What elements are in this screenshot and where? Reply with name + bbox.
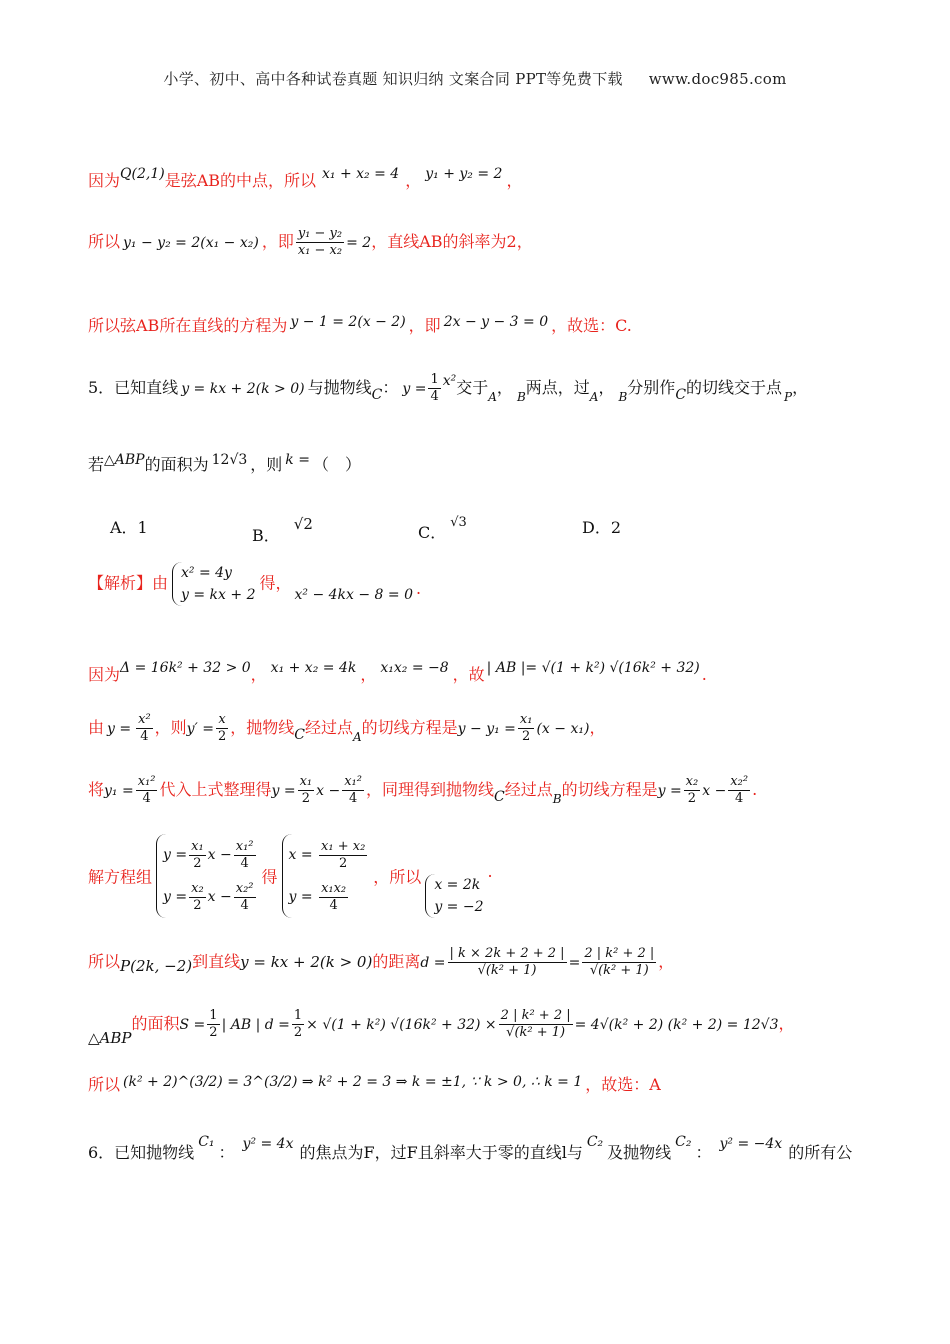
math-quadratic: x² − 4kx − 8 = 0	[294, 586, 414, 603]
text: ，则	[250, 455, 283, 474]
option-b	[252, 515, 313, 546]
math-sum-y: y₁ + y₂ = 2	[425, 166, 503, 182]
text: ：	[218, 1143, 235, 1162]
math-frac: $\frac{\text{2 | k² + 2 |}}{\text{√(k² + 1)}}$	[500, 1008, 571, 1040]
text: （ ）	[312, 455, 361, 474]
text: ·	[487, 866, 493, 886]
sol4-line2	[88, 226, 533, 259]
text: ·	[416, 583, 422, 603]
sol5-line5	[88, 834, 493, 918]
math-frac: $\frac{\text{x₂²}}{4}$	[730, 774, 749, 806]
math-area: 12√3	[211, 452, 248, 468]
math-x-minus: x −	[702, 783, 727, 799]
math-B: B	[552, 792, 562, 806]
header-site: www.doc985.com	[648, 70, 787, 88]
text: 的焦点为F，过F且斜率大于零的直线l与	[299, 1143, 583, 1162]
text: 分别作	[627, 378, 676, 397]
text: 因为	[88, 171, 121, 190]
text: 得，	[259, 573, 292, 593]
text: 6．已知抛物线	[88, 1143, 195, 1162]
text: ，故选：C.	[551, 316, 632, 335]
math-triangle: △ABP	[104, 452, 145, 468]
math-sum-x: x₁ + x₂ = 4	[322, 166, 400, 182]
option-d: D．2	[582, 518, 622, 537]
text: 的切线方程是	[361, 718, 458, 737]
math-system2: y = $\frac{\text{x₁}}{2}$ x − $\frac{\text{x₁²}}{4}$ y = $\frac{\text{x₂}}{2}$ x − $\frac{\text{x₂²}}{4}$	[156, 834, 257, 918]
text: 所以弦AB所在直线的方程为	[88, 316, 288, 335]
math-frac: $\frac{\text{x₁}}{2}$	[299, 774, 313, 806]
math-A: A	[488, 390, 497, 404]
math-chord: | AB |= √(1 + k²) √(16k² + 32)	[486, 660, 700, 676]
math-y: y =	[402, 381, 427, 397]
math-x2: x²	[442, 373, 457, 389]
math-x-minus: x −	[316, 783, 341, 799]
text: 经过点	[504, 780, 553, 799]
math-frac: $\frac{| k \times 2k + 2 + 2 |}{\text{√(k² + 1)}}$	[449, 946, 565, 978]
sol4-line3	[88, 313, 632, 336]
math-A: A	[589, 390, 599, 404]
text: ，抛物线	[230, 718, 295, 737]
text: 因为	[88, 665, 121, 684]
math-frac: $\frac{1}{2}$	[209, 1008, 218, 1040]
q6-line1	[88, 1134, 852, 1163]
text: 经过点	[304, 718, 353, 737]
math-C1: C₁	[198, 1134, 215, 1150]
text: ，则	[154, 718, 187, 737]
math-q: Q(2,1)	[120, 166, 165, 182]
math-frac: $\frac{\text{x²}}{4}$	[138, 712, 151, 744]
math-C: C	[371, 387, 383, 403]
math-quarter: $\frac{1}{4}$	[430, 372, 439, 404]
math-product: x₁x₂ = −8	[380, 660, 449, 676]
text: ，	[250, 665, 267, 684]
math-C2: C₂	[675, 1134, 692, 1150]
math-frac: $\frac{\text{x₁}}{2}$	[519, 712, 533, 744]
math-triangle: △ABP	[88, 1029, 132, 1047]
text: ，所以	[373, 867, 422, 887]
text: B．	[252, 526, 280, 545]
text: 由	[88, 718, 105, 737]
sol5-line8	[88, 1072, 661, 1095]
text: .	[752, 780, 758, 799]
math-parabola1: y² = 4x	[242, 1136, 294, 1152]
text: ：	[382, 378, 399, 397]
text: 与抛物线	[307, 378, 372, 397]
text: ，故选：A	[585, 1075, 661, 1094]
text: ，故	[452, 665, 485, 684]
text: .	[701, 665, 707, 684]
math-frac: $\frac{1}{2}$	[293, 1008, 303, 1040]
text: 的面积为	[144, 455, 209, 474]
header-text: 小学、初中、高中各种试卷真题 知识归纳 文案合同 PPT等免费下载	[163, 70, 623, 88]
math-line-eq: y − 1 = 2(x − 2)	[290, 314, 406, 330]
text: 交于	[456, 378, 489, 397]
sol4-line1: 因为Q(2,1)是弦AB的中点，所以 x₁ + x₂ = 4 ， y₁ + y₂ = 2 ，	[88, 166, 523, 190]
text: 的切线交于点	[686, 378, 783, 397]
math-C: C	[494, 789, 505, 805]
text: 解方程组	[88, 867, 153, 887]
option-c	[418, 515, 467, 543]
text: ，同理得到抛物线	[365, 780, 494, 799]
text: ，	[598, 378, 615, 397]
math-frac: $\frac{\text{x₂}}{2}$	[685, 774, 699, 806]
math-area3: = 4√(k² + 2) (k² + 2) = 12√3	[574, 1017, 779, 1033]
sol5-line3	[88, 712, 605, 745]
math-delta: Δ = 16k² + 32 > 0	[120, 660, 251, 676]
text: 所以	[88, 232, 121, 251]
math-area2: × √(1 + k²) √(16k² + 32) ×	[306, 1017, 497, 1033]
sol5-line6	[88, 946, 674, 979]
text: ，	[658, 952, 675, 971]
math-B: B	[618, 390, 628, 404]
text: ，即	[261, 232, 294, 251]
math-frac: $\frac{\text{x₁²}}{4}$	[344, 774, 362, 806]
text: ，即	[408, 316, 441, 335]
text: 的切线方程是	[561, 780, 658, 799]
math-sum: x₁ + x₂ = 4k	[270, 660, 357, 676]
math-C: C	[675, 387, 687, 403]
math-frac: $\frac{\text{2 | k² + 2 |}}{\text{√(k² + 1)}}$	[584, 946, 655, 978]
text: 的距离	[372, 952, 421, 971]
math-frac: $\frac{x}{2}$	[217, 712, 227, 744]
text: 是弦AB的中点，所以	[164, 171, 317, 190]
text: 所以	[88, 1075, 121, 1094]
math-frac: $\frac{\text{x₁²}}{4}$	[137, 774, 156, 806]
math-parabola2: y² = −4x	[719, 1136, 783, 1152]
text: ，	[778, 1014, 795, 1033]
math-C: C	[294, 727, 305, 743]
math-y1: y₁ =	[104, 783, 134, 799]
math-tangent: y − y₁ =	[457, 721, 516, 737]
math-tangent-tail: (x − x₁)	[536, 721, 590, 737]
text: 代入上式整理得	[159, 780, 272, 799]
math-eq: = 2	[346, 235, 372, 251]
sol5-line1	[88, 562, 421, 606]
text: ，	[792, 378, 809, 397]
math-area: | AB | d =	[221, 1017, 290, 1033]
math-k: k =	[285, 452, 310, 468]
math-d: d =	[420, 955, 446, 971]
math-y: y =	[107, 721, 132, 737]
math-conclusion: (k² + 2)^(3/2) = 3^(3/2) ⇒ k² + 2 = 3 ⇒ k = ±1, ∵ k > 0, ∴ k = 1	[123, 1074, 583, 1090]
text: C．	[418, 523, 447, 542]
text: 将	[88, 780, 105, 799]
text: 【解析】由	[88, 573, 169, 593]
math-sqrt2: √2	[293, 515, 313, 533]
text: 的面积	[131, 1014, 180, 1033]
q5-line1	[88, 372, 808, 405]
math-system1: x² = 4y y = kx + 2	[172, 562, 255, 606]
math-line-eq2: 2x − y − 3 = 0	[443, 314, 549, 330]
math-sqrt3: √3	[450, 515, 467, 530]
text: 得	[261, 867, 278, 887]
text: 及抛物线	[607, 1143, 672, 1162]
math-diff: y₁ − y₂ = 2(x₁ − x₂)	[123, 235, 259, 251]
math-A: A	[352, 730, 362, 744]
text: 的所有公	[788, 1143, 853, 1162]
text: ，	[589, 718, 606, 737]
math-deriv: y′ =	[186, 721, 214, 737]
math-point-p: P(2k, −2)	[120, 957, 193, 975]
q5-line2	[88, 452, 361, 475]
page-header	[0, 68, 950, 89]
math-slope-frac: $\frac{\text{y₁ − y₂}}{\text{x₁ − x₂}}$	[297, 226, 343, 258]
math-S: S =	[179, 1017, 206, 1033]
text: 到直线	[192, 952, 241, 971]
text: 所以	[88, 952, 121, 971]
math-y: y =	[271, 783, 296, 799]
math-system3: x = $\frac{\text{x₁ + x₂}}{2}$ y = $\frac{\text{x₁x₂}}{4}$	[282, 834, 370, 918]
text: ，	[360, 665, 377, 684]
math-line: y = kx + 2(k > 0)	[240, 953, 373, 971]
text: 两点，过	[525, 378, 590, 397]
text: 5．已知直线	[88, 378, 179, 397]
text: ，	[496, 378, 513, 397]
math-eq: =	[568, 955, 581, 971]
sol5-line4	[88, 774, 757, 807]
math-system4: x = 2k y = −2	[425, 874, 483, 918]
text: ，直线AB的斜率为2，	[371, 232, 533, 251]
sol5-line2	[88, 660, 707, 685]
math-C2: C₂	[586, 1134, 604, 1150]
option-a: A．1	[110, 518, 148, 537]
math-P: P	[784, 390, 793, 404]
math-y: y =	[657, 783, 682, 799]
text: 若	[88, 455, 105, 474]
math-line: y = kx + 2(k > 0)	[181, 381, 305, 397]
math-B: B	[516, 390, 526, 404]
text: ：	[695, 1143, 712, 1162]
sol5-line7	[88, 1008, 795, 1047]
